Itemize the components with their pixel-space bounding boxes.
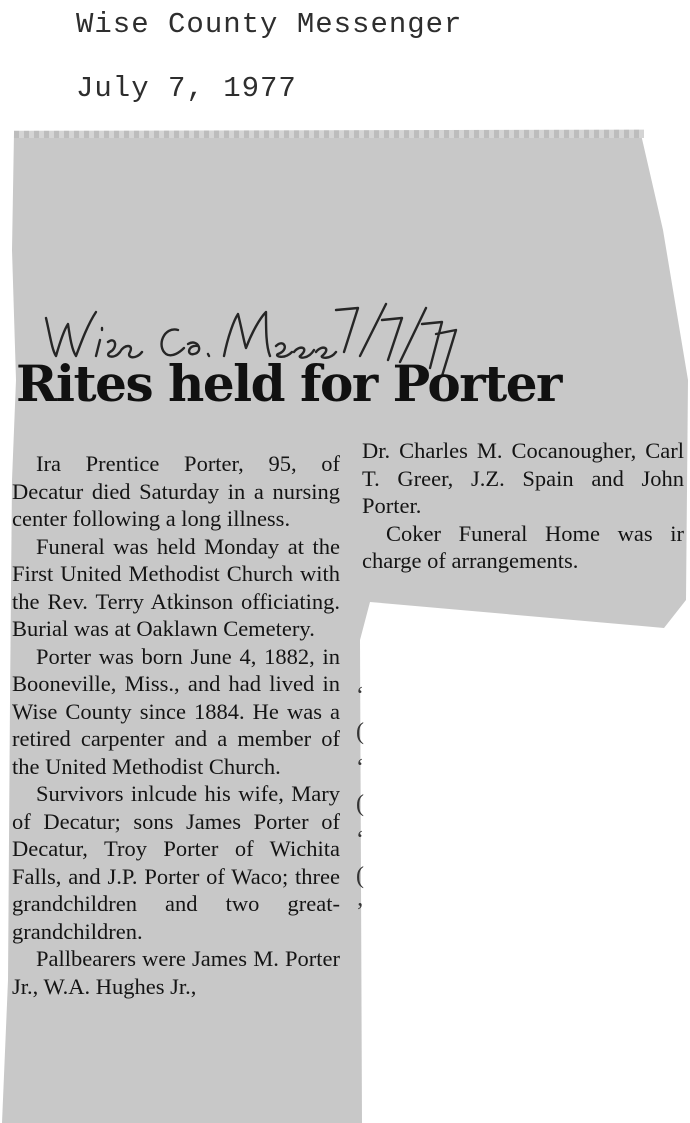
publication-name: Wise County Messenger <box>76 8 463 41</box>
edge-fragment: ( <box>356 863 364 889</box>
edge-fragment: ‘ <box>356 827 364 853</box>
edge-fragment: ‘ <box>356 755 364 781</box>
torn-edge <box>14 126 644 138</box>
paragraph-survivors: Survivors inlcude his wife, Mary of Decatur; sons James Porter of Decatur, Troy Porter of Wichita Falls, and J.P. Porter of Waco; three grandchildren and two great-grandchildren. <box>12 781 340 944</box>
adjacent-column-fragments <box>356 678 364 930</box>
paragraph-biography: Porter was born June 4, 1882, in Booneville, Miss., and had lived in Wise County since 1884. He was a retired carpenter and a member of the United Methodist Church. <box>12 643 340 779</box>
article-column-left <box>12 450 340 1000</box>
article-column-right <box>362 437 684 575</box>
paragraph-death-notice: Ira Prentice Porter, 95, of Decatur died Saturday in a nursing center following a long illness. <box>12 451 340 531</box>
edge-fragment: ( <box>356 791 364 817</box>
edge-fragment: ( <box>356 719 364 745</box>
edge-fragment: ‘ <box>356 683 364 709</box>
paragraph-funeral-home: Coker Funeral Home was ir charge of arrangements. <box>362 520 684 573</box>
publication-date: July 7, 1977 <box>76 72 297 105</box>
paragraph-funeral: Funeral was held Monday at the First United Methodist Church with the Rev. Terry Atkinson officiating. Burial was at Oaklawn Cemetery. <box>12 533 340 641</box>
article-headline: Rites held for Porter <box>16 354 561 413</box>
paragraph-pallbearers: Pallbearers were James M. Porter Jr., W.A. Hughes Jr., <box>12 946 340 999</box>
edge-fragment: ’ <box>356 899 364 925</box>
paragraph-pallbearers-continued: Dr. Charles M. Cocanougher, Carl T. Greer, J.Z. Spain and John Porter. <box>362 438 684 518</box>
